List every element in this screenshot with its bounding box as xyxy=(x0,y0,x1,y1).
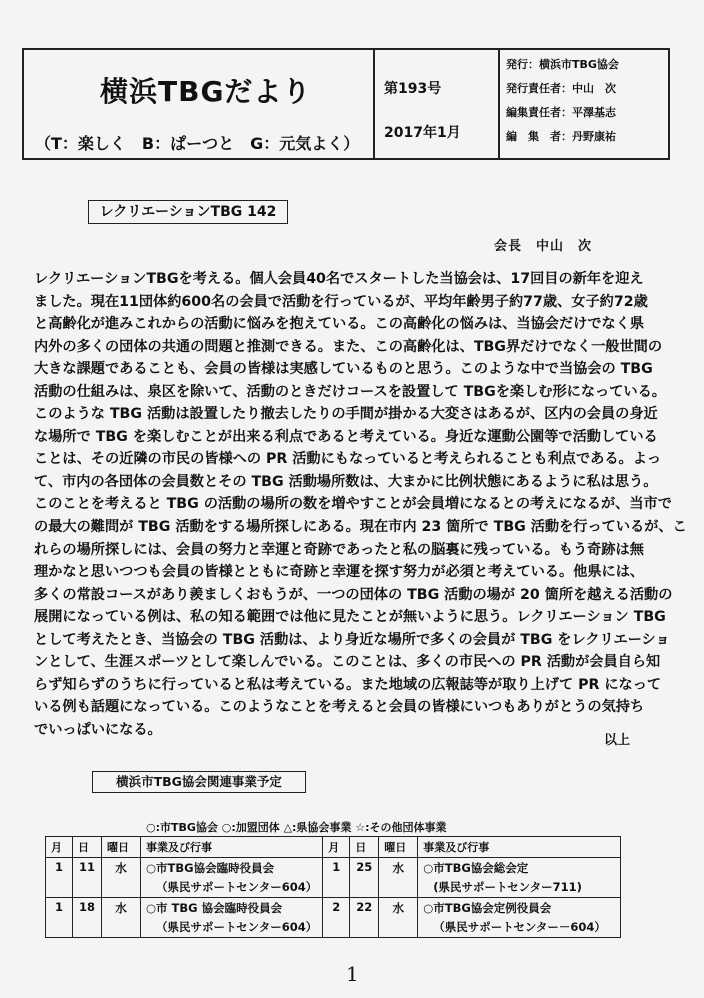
event-day: 22 xyxy=(350,898,379,938)
events-table xyxy=(45,836,621,938)
article-line: このような TBG 活動は設置したり撤去したりの手間が掛かる大変さはあるが、区内の会員の身近 xyxy=(34,406,658,423)
article-line: の最大の難問が TBG 活動をする場所探しにある。現在市内 23 箇所で TBG 活動を行っているが、こ xyxy=(34,519,687,536)
event-place: （県民サポートセンター604） xyxy=(156,920,318,934)
article-line: 内外の多くの団体の共通の問題と推測できる。また、この高齢化は、TBG界だけでなく一般世間の xyxy=(34,338,663,355)
article-line: として考えたとき、当協会の TBG 活動は、より身近な場所で多くの会員が TBG をレクリエーショ xyxy=(34,631,670,648)
article-line: ました。現在11団体約600名の会員で活動を行っているが、平均年齢男子約77歳、女子約72歳 xyxy=(34,293,648,310)
article-line: でいっぱいになる。 xyxy=(34,721,162,738)
article-line: 理かなと思いつつも会員の皆様とともに奇跡と幸運を探す努力が必須と考えている。他県には、 xyxy=(34,564,645,581)
event-name: ○市 TBG 協会臨時役員会 xyxy=(146,901,283,915)
event-cell xyxy=(418,858,621,898)
article-line: れらの場所探しには、会員の努力と幸運と奇跡であったと私の脳裏に残っている。もう奇跡は無 xyxy=(34,541,644,558)
article-line: レクリエーションTBGを考える。個人会員40名でスタートした当協会は、17回目の新年を迎え xyxy=(34,271,644,287)
event-weekday: 水 xyxy=(379,898,418,938)
article-line: らず知らずのうちに行っていると私は考えている。また地域の広報誌等が取り上げて PR になって xyxy=(34,676,662,693)
article-line: 大きな課題であることも、会員の皆様は実感しているものと思う。このような中で当協会の TBG xyxy=(34,361,653,378)
article-heading: レクリエーションTBG 142 xyxy=(88,200,288,224)
event-cell xyxy=(141,898,323,938)
article-line: 多くの常設コースがあり羨ましくおもうが、一つの団体の TBG 活動の場が 20 箇所を越える活動の xyxy=(34,586,673,603)
editor-chief: 編集責任者：平澤基志 xyxy=(506,106,616,119)
article-line: ンとして、生涯スポーツとして楽しんでいる。このことは、多くの市民への PR 活動が会員自ら知 xyxy=(34,654,661,671)
article-line: な場所で TBG を楽しむことが出来る利点であると考えている。身近な運動公園等で活動している xyxy=(34,428,658,445)
event-month: 2 xyxy=(323,898,350,938)
article-author: 会長 中山 次 xyxy=(494,239,593,254)
publisher: 発行：横浜市TBG協会 xyxy=(506,58,619,71)
article-line: て、市内の各団体の会員数とその TBG 活動場所数は、大まかに比例状態にあるように私は思う。 xyxy=(34,473,658,490)
article-line: このことを考えると TBG の活動の場所の数を増やすことが会員増になるとの考えになるが、当市で xyxy=(34,496,672,513)
col-weekday: 曜日 xyxy=(379,837,418,858)
col-event: 事業及び行事 xyxy=(141,837,323,858)
article-line: 展開になっている例は、私の知る範囲では他に見たことが無いように思う。レクリエーション TBG xyxy=(34,609,666,626)
newsletter-subtitle: （T：楽しく B：ぱーつと G：元気よく） xyxy=(35,134,360,153)
editor: 編 集 者：丹野康祐 xyxy=(506,130,616,143)
events-title: 横浜市TBG協会関連事業予定 xyxy=(92,771,306,793)
event-weekday: 水 xyxy=(102,858,141,898)
table-header-row xyxy=(46,837,621,858)
event-day: 18 xyxy=(73,898,102,938)
article-line: 活動の仕組みは、泉区を除いて、活動のときだけコースを設置して TBGを楽しむ形になっている。 xyxy=(34,383,666,400)
page-number: 1 xyxy=(346,962,359,986)
article-line: いる例も話題になっている。このようなことを考えると会員の皆様にいつもありがとうの気持ち xyxy=(34,699,645,716)
article-closing: 以上 xyxy=(604,733,631,748)
event-cell xyxy=(418,898,621,938)
col-weekday: 曜日 xyxy=(102,837,141,858)
event-month: 1 xyxy=(323,858,350,898)
table-row xyxy=(46,858,621,898)
header-divider xyxy=(373,50,375,158)
event-place: (県民サポートセンター711) xyxy=(433,880,582,894)
col-day: 日 xyxy=(350,837,379,858)
col-day: 日 xyxy=(73,837,102,858)
col-month: 月 xyxy=(323,837,350,858)
event-place: （県民サポートセンター604） xyxy=(156,880,318,894)
event-name: ○市TBG協会定例役員会 xyxy=(423,901,552,915)
event-cell xyxy=(141,858,323,898)
article-body xyxy=(34,268,687,741)
col-event: 事業及び行事 xyxy=(418,837,621,858)
issue-date: 2017年1月 xyxy=(384,125,461,141)
event-weekday: 水 xyxy=(102,898,141,938)
event-name: ○市TBG協会総会定 xyxy=(423,861,529,875)
event-month: 1 xyxy=(46,858,73,898)
event-weekday: 水 xyxy=(379,858,418,898)
table-row xyxy=(46,898,621,938)
col-month: 月 xyxy=(46,837,73,858)
article-line: と高齢化が進みこれからの活動に悩みを抱えている。この高齢化の悩みは、当協会だけでなく県 xyxy=(34,316,645,333)
header-divider xyxy=(498,50,500,158)
responsible-person: 発行責任者：中山 次 xyxy=(506,82,616,95)
event-day: 25 xyxy=(350,858,379,898)
event-name: ○市TBG協会臨時役員会 xyxy=(146,861,275,875)
events-legend: ○:市TBG協会 ○:加盟団体 △:県協会事業 ☆:その他団体事業 xyxy=(146,821,447,834)
event-month: 1 xyxy=(46,898,73,938)
event-place: （県民サポートセンター－604） xyxy=(433,920,606,934)
issue-number: 第193号 xyxy=(384,81,442,97)
article-line: ことは、その近隣の市民の皆様への PR 活動にもなっていると考えられることも利点である。よっ xyxy=(34,451,662,468)
event-day: 11 xyxy=(73,858,102,898)
newsletter-title: 横浜TBGだより xyxy=(100,75,312,108)
